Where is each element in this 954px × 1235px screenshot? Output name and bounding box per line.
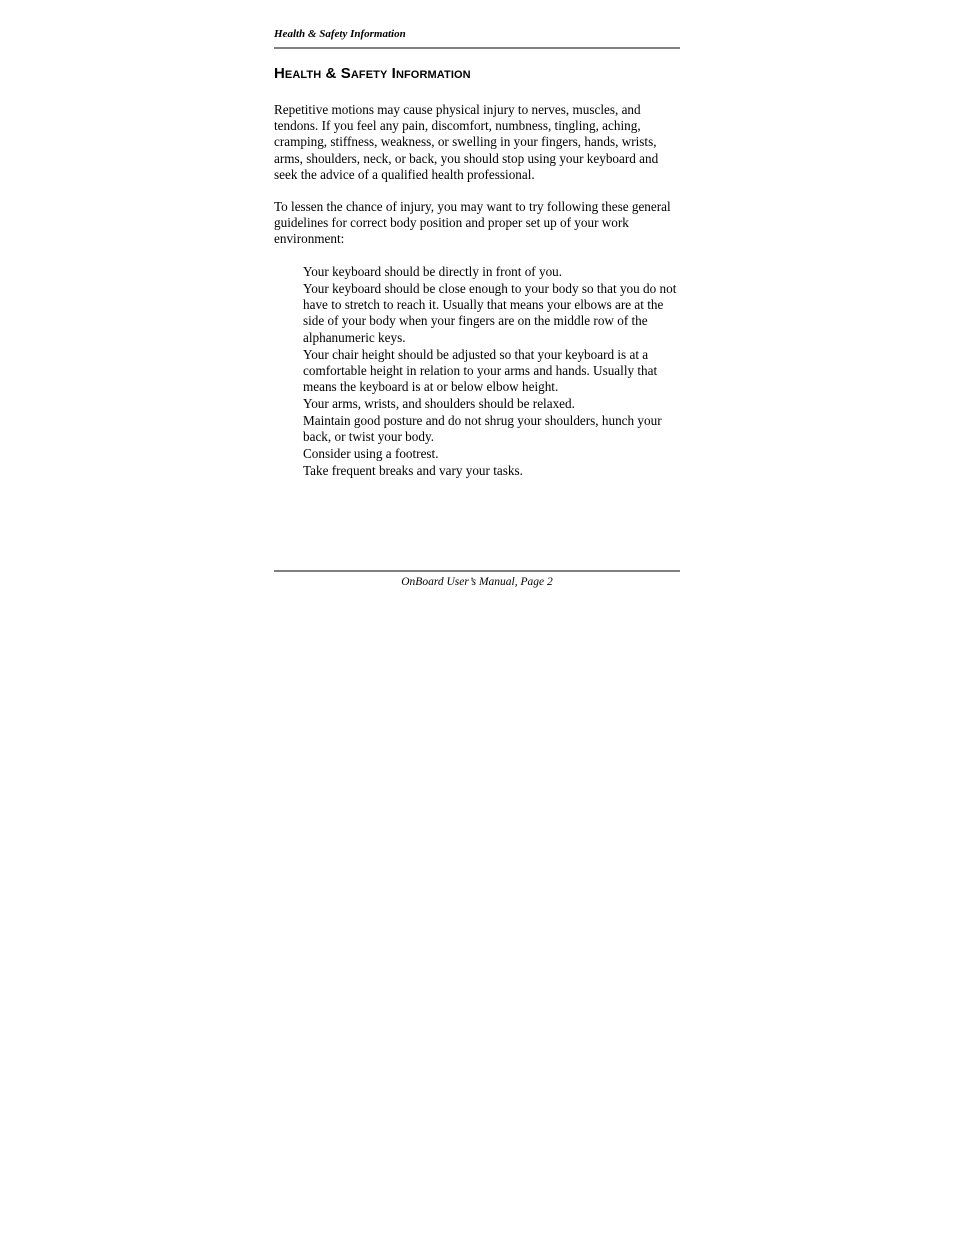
guideline-item: Your keyboard should be directly in front of you. <box>303 264 563 279</box>
footer-divider <box>274 570 680 572</box>
intro-paragraph: Repetitive motions may cause physical injury to nerves, muscles, and tendons. If you feel any pain, discomfort, numbness, tingling, aching, cramping, stiffness, weakness, or swelling in your fingers, hands, wrists, arms, shoulders, neck, or back, you should stop using your keyboard and seek the advice of a qualified health professional. <box>274 102 659 182</box>
guideline-item: Your keyboard should be close enough to your body so that you do not have to stretch to reach it. Usually that means your elbows are at the side of your body when your fingers are on the middle row of the alphanumeric keys. <box>303 281 677 345</box>
guideline-item: Maintain good posture and do not shrug your shoulders, hunch your back, or twist your body. <box>303 413 662 445</box>
page-footer: OnBoard User’s Manual, Page 2 <box>401 576 553 588</box>
running-header: Health & Safety Information <box>274 28 406 40</box>
guideline-item: Your arms, wrists, and shoulders should be relaxed. <box>303 396 575 412</box>
guideline-item: Consider using a footrest. <box>303 446 439 462</box>
guideline-item: Take frequent breaks and vary your tasks. <box>303 463 523 479</box>
header-divider <box>274 47 680 49</box>
guidelines-intro-paragraph: To lessen the chance of injury, you may want to try following these general guidelines for correct body position and proper set up of your work environment: <box>274 199 671 247</box>
guideline-item: Your chair height should be adjusted so that your keyboard is at a comfortable height in relation to your arms and hands. Usually that means the keyboard is at or below elbow height. <box>303 346 658 395</box>
guidelines-list <box>303 264 682 480</box>
manual-page <box>274 0 680 1235</box>
section-title: Health & Safety Information <box>274 65 471 82</box>
